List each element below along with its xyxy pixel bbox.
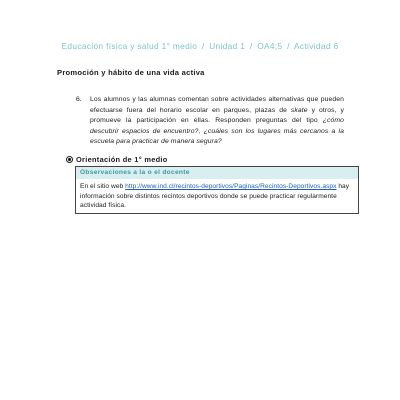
observations-box xyxy=(75,166,359,214)
item-number: 6. xyxy=(76,96,82,103)
recintos-deportivos-link[interactable]: http://www.ind.cl/recintos-deportivos/Paginas/Recintos-Deportivos.aspx xyxy=(125,183,337,190)
item-text-part: y otros, y promueve la participación en ellas. Responden preguntas del tipo xyxy=(90,106,345,125)
section-title: Promoción y hábito de una vida activa xyxy=(57,68,205,77)
page-header xyxy=(0,41,400,51)
header-separator: / xyxy=(287,41,290,51)
header-subject: Educación física y salud 1° medio xyxy=(61,41,198,51)
orientation-heading xyxy=(66,155,168,164)
item-text-italic: skate xyxy=(290,106,308,114)
header-oa: OA4;5 xyxy=(257,41,283,51)
observations-body xyxy=(76,179,358,211)
orientation-bullet-icon xyxy=(66,156,73,163)
item-text xyxy=(90,95,344,148)
header-unit: Unidad 1 xyxy=(209,41,246,51)
header-activity: Actividad 6 xyxy=(294,41,339,51)
observations-outro: hay información sobre distintos recintos deportivos donde se puede practicar regularmente actividad física. xyxy=(80,183,350,210)
header-separator: / xyxy=(249,41,253,51)
item-text-part: Los alumnos y las alumnas comentan sobre actividades alternativas que pueden efectuarse fuera del horario escolar en parques, plazas de xyxy=(90,96,344,114)
item-question: ¿cómo descubrir espacios de encuentro?, ¿cuáles son los lugares más cercanos a la escuela para practicar de manera segura? xyxy=(90,117,344,146)
header-separator: / xyxy=(201,41,205,51)
observations-heading: Observaciones a la o el docente xyxy=(76,167,358,179)
observations-intro: En el sitio web xyxy=(80,183,126,190)
orientation-title: Orientación de 1° medio xyxy=(76,155,168,164)
